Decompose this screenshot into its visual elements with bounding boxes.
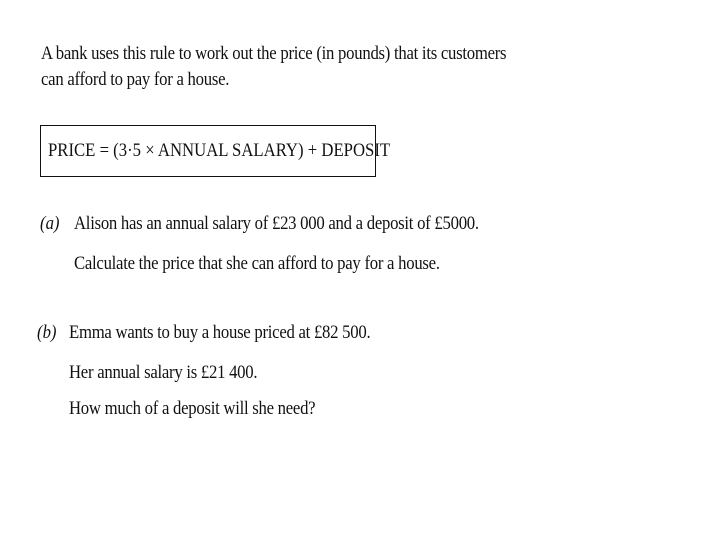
part-b-label: (b) bbox=[37, 322, 57, 343]
formula-text: PRICE = (3·5 × ANNUAL SALARY) + DEPOSIT bbox=[48, 140, 391, 161]
part-a-label: (a) bbox=[40, 213, 60, 234]
part-a-line-2: Calculate the price that she can afford to pay for a house. bbox=[74, 253, 440, 274]
part-b-line-3: How much of a deposit will she need? bbox=[69, 398, 316, 419]
formula-box bbox=[40, 125, 391, 177]
part-b-line-2: Her annual salary is £21 400. bbox=[69, 362, 258, 383]
part-b-line-1: Emma wants to buy a house priced at £82 500. bbox=[69, 322, 371, 343]
intro-line-1: A bank uses this rule to work out the price (in pounds) that its customers bbox=[41, 43, 507, 64]
intro-line-2: can afford to pay for a house. bbox=[41, 69, 230, 90]
part-a-line-1: Alison has an annual salary of £23 000 and a deposit of £5000. bbox=[74, 213, 479, 234]
